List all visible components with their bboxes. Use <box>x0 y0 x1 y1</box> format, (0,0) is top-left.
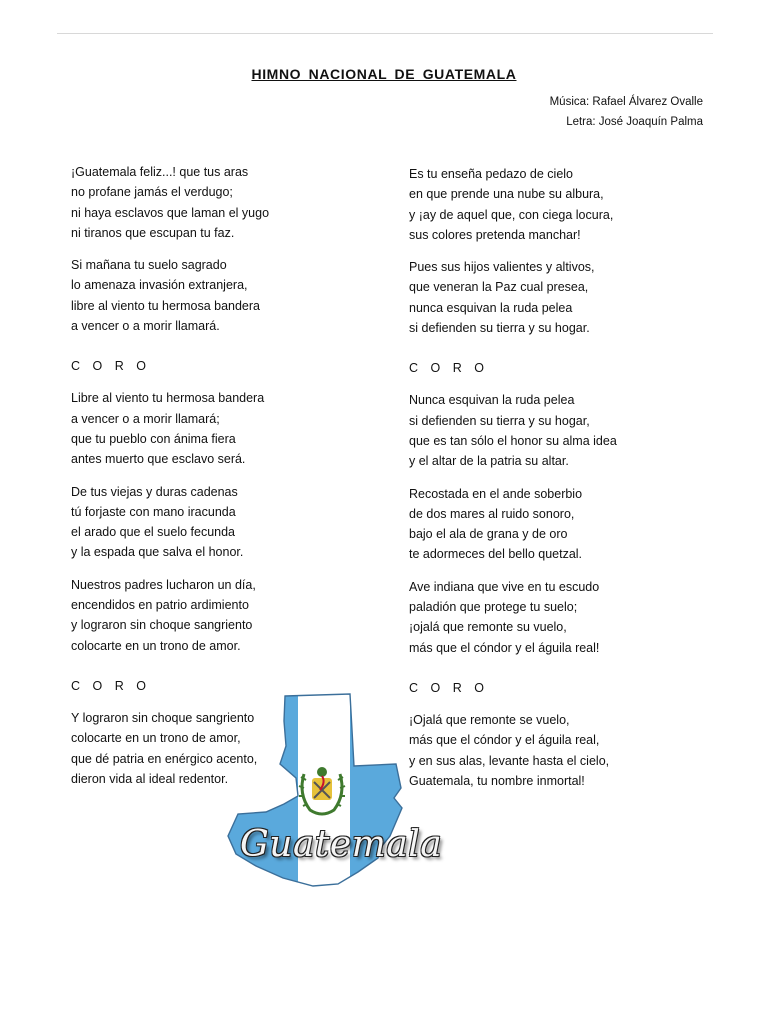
verse-line: colocarte en un trono de amor. <box>71 638 241 653</box>
right-column <box>409 164 699 803</box>
verse-line: y el altar de la patria su altar. <box>409 454 569 469</box>
verse-line: ¡ojalá que remonte su vuelo, <box>409 620 567 635</box>
verse-line: nunca esquivan la ruda pelea <box>409 300 573 315</box>
stanza <box>409 577 699 658</box>
guatemala-map-emblem <box>218 686 443 896</box>
verse-line: ¡Guatemala feliz...! que tus aras <box>71 165 249 179</box>
chorus-heading: C O R O <box>409 361 489 376</box>
verse-line: colocarte en un trono de amor, <box>71 731 241 746</box>
verse-line: más que el cóndor y el águila real! <box>409 640 600 655</box>
verse-line: ni tiranos que escupan tu faz. <box>71 225 235 240</box>
verse-line: que veneran la Paz cual presea, <box>409 280 589 295</box>
music-credit: Música: Rafael Álvarez Ovalle <box>549 96 703 108</box>
verse-line: y lograron sin choque sangriento <box>71 618 253 633</box>
verse-line: te adormeces del bello quetzal. <box>409 547 583 562</box>
stanza <box>409 390 699 471</box>
stanza <box>409 710 699 791</box>
page-title: HIMNO NACIONAL DE GUATEMALA <box>251 66 517 82</box>
verse-line: Recostada en el ande soberbio <box>409 486 583 501</box>
emblem-wordmark: Guatemala <box>240 824 443 865</box>
verse-line: dieron vida al ideal redentor. <box>71 771 229 786</box>
chorus-heading: C O R O <box>71 359 151 374</box>
verse-line: el arado que el suelo fecunda <box>71 525 236 540</box>
verse-line: sus colores pretenda manchar! <box>409 227 581 242</box>
verse-line: tú forjaste con mano iracunda <box>71 504 236 519</box>
verse-line: y la espada que salva el honor. <box>71 545 244 560</box>
chorus-heading: C O R O <box>409 680 489 695</box>
stanza <box>71 255 361 336</box>
verse-line: no profane jamás el verdugo; <box>71 185 233 200</box>
stanza <box>409 257 699 338</box>
verse-line: a vencer o a morir llamará. <box>71 319 220 334</box>
verse-line: libre al viento tu hermosa bandera <box>71 298 261 313</box>
stanza <box>71 388 361 469</box>
verse-line: Guatemala, tu nombre inmortal! <box>409 773 585 788</box>
verse-line: antes muerto que esclavo será. <box>71 452 246 467</box>
stanza <box>409 484 699 565</box>
stanza <box>71 482 361 563</box>
verse-line: lo amenaza invasión extranjera, <box>71 278 248 293</box>
verse-line: encendidos en patrio ardimiento <box>71 598 249 613</box>
verse-line: y ¡ay de aquel que, con ciega locura, <box>409 207 614 222</box>
verse-line: si defienden su tierra y su hogar. <box>409 321 590 336</box>
stanza <box>71 575 361 656</box>
stanza <box>71 162 361 243</box>
verse-line: Es tu enseña pedazo de cielo <box>409 167 574 181</box>
lyrics-credit: Letra: José Joaquín Palma <box>566 116 703 128</box>
verse-line: Y lograron sin choque sangriento <box>71 710 255 725</box>
top-divider <box>57 33 713 34</box>
verse-line: si defienden su tierra y su hogar, <box>409 413 590 428</box>
verse-line: paladión que protege tu suelo; <box>409 600 578 615</box>
verse-line: ni haya esclavos que laman el yugo <box>71 205 270 220</box>
verse-line: a vencer o a morir llamará; <box>71 411 220 426</box>
verse-line: ¡Ojalá que remonte se vuelo, <box>409 712 570 727</box>
verse-line: que es tan sólo el honor su alma idea <box>409 433 617 448</box>
verse-line: Nunca esquivan la ruda pelea <box>409 393 575 408</box>
verse-line: Pues sus hijos valientes y altivos, <box>409 260 595 275</box>
verse-line: Nuestros padres lucharon un día, <box>71 577 256 592</box>
stanza <box>409 164 699 245</box>
verse-line: que tu pueblo con ánima fiera <box>71 431 236 446</box>
verse-line: y en sus alas, levante hasta el cielo, <box>409 753 610 768</box>
verse-line: bajo el ala de grana y de oro <box>409 527 568 542</box>
verse-line: de dos mares al ruido sonoro, <box>409 506 575 521</box>
credits <box>550 92 703 132</box>
verse-line: en que prende una nube su albura, <box>409 187 604 202</box>
verse-line: Ave indiana que vive en tu escudo <box>409 579 600 594</box>
verse-line: De tus viejas y duras cadenas <box>71 484 238 499</box>
verse-line: que dé patria en enérgico acento, <box>71 751 258 766</box>
verse-line: Libre al viento tu hermosa bandera <box>71 391 265 406</box>
chorus-heading: C O R O <box>71 678 151 693</box>
verse-line: Si mañana tu suelo sagrado <box>71 258 227 273</box>
verse-line: más que el cóndor y el águila real, <box>409 733 600 748</box>
